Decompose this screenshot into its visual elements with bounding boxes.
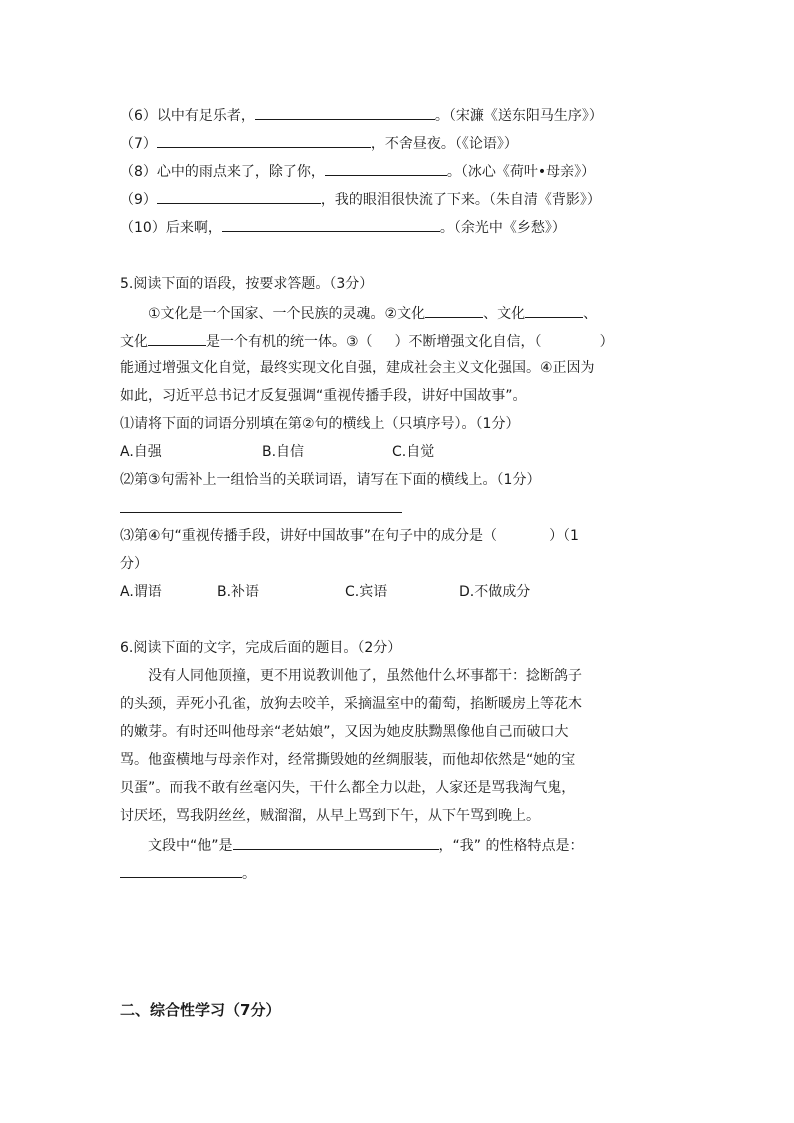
answer-blank[interactable] [325, 160, 447, 176]
q6-para-line-4: 骂。他蛮横地与母亲作对，经常撕毁她的丝绸服装，而他却依然是“她的宝 [120, 752, 576, 768]
q6-para-line-6: 讨厌坯，骂我阴丝丝，贼溜溜，从早上骂到下午，从下午骂到晚上。 [120, 808, 540, 824]
para-text: 、文化 [483, 306, 526, 322]
q6-answer-line [120, 862, 256, 882]
q5-sub1-options [120, 442, 434, 462]
answer-blank[interactable] [222, 216, 440, 232]
q5-para-line-2 [120, 330, 614, 350]
option-c[interactable]: C.宾语 [345, 584, 388, 600]
answer-blank[interactable] [425, 302, 483, 318]
recite-source: ，不舍昼夜。（《论语》） [370, 136, 518, 152]
recite-item-7 [120, 132, 518, 152]
recite-item-9 [120, 188, 601, 208]
recite-item-10 [120, 216, 566, 236]
para-text: ，“我” 的性格特点是： [438, 838, 584, 854]
answer-blank[interactable] [120, 862, 242, 878]
section-heading: 二、综合性学习（7分） [120, 1001, 281, 1019]
recite-source: 。（冰心《荷叶•母亲》） [446, 164, 596, 180]
recite-source: 。（余光中《乡愁》） [439, 220, 566, 236]
recite-text: （8）心中的雨点来了，除了你， [120, 164, 325, 180]
answer-blank[interactable] [233, 834, 439, 850]
option-a[interactable]: A.自强 [120, 444, 162, 460]
para-text: 。 [242, 866, 256, 882]
recite-text: （10）后来啊， [120, 220, 222, 236]
answer-blank[interactable] [157, 132, 371, 148]
recite-text: （7） [120, 136, 157, 152]
q5-para-line-4: 如此，习近平总书记才反复强调“重视传播手段，讲好中国故事”。 [120, 388, 527, 404]
q6-title: 6.阅读下面的文字，完成后面的题目。（2分） [120, 640, 402, 656]
para-text: ）（1 [549, 528, 579, 544]
option-b[interactable]: B.自信 [262, 444, 305, 460]
recite-text: （9） [120, 192, 157, 208]
q6-para-line-5: 贝蛋”。而我不敢有丝毫闪失，干什么都全力以赴，人家还是骂我淘气鬼， [120, 780, 576, 796]
answer-blank[interactable] [255, 104, 435, 120]
q6-para-line-2: 的头颈，弄死小孔雀，放狗去咬羊，采摘温室中的葡萄，掐断暖房上等花木 [120, 696, 582, 712]
q5-sub3-options [120, 582, 530, 602]
q6-para-line-1: 没有人同他顶撞，更不用说教训他了，虽然他什么坏事都干：捻断鸽子 [148, 668, 582, 684]
answer-blank[interactable] [148, 330, 206, 346]
recite-text: （6）以中有足乐者， [120, 108, 255, 124]
recite-source: ，我的眼泪很快流了下来。（朱自清《背影》） [320, 192, 601, 208]
answer-blank[interactable] [525, 302, 583, 318]
para-text: 是一个有机的统一体。③（ [206, 334, 373, 350]
option-a[interactable]: A.谓语 [120, 584, 162, 600]
q5-sub3-cont: 分） [120, 556, 148, 572]
option-d[interactable]: D.不做成分 [459, 584, 531, 600]
option-b[interactable]: B.补语 [217, 584, 260, 600]
answer-blank[interactable] [157, 188, 321, 204]
recite-source: 。（宋濂《送东阳马生序》） [434, 108, 603, 124]
para-text: ①文化是一个国家、一个民族的灵魂。②文化 [148, 306, 426, 322]
q5-sub2: ⑵第③句需补上一组恰当的关联词语，请写在下面的横线上。（1分） [120, 472, 541, 488]
recite-item-6 [120, 104, 603, 124]
option-c[interactable]: C.自觉 [392, 444, 435, 460]
para-text: ） [599, 334, 614, 350]
q6-para-line-3: 的嫩芽。有时还叫他母亲“老姑娘”，又因为她皮肤黝黑像他自己而破口大 [120, 724, 569, 740]
para-text: 文化 [120, 334, 148, 350]
q5-title: 5.阅读下面的语段，按要求答题。（3分） [120, 276, 374, 292]
q5-para-line-1 [120, 302, 597, 322]
para-text: ⑶第④句“重视传播手段，讲好中国故事”在句子中的成分是（ [120, 528, 498, 544]
q5-sub1: ⑴请将下面的词语分别填在第②句的横线上（只填序号）。（1分） [120, 416, 520, 432]
para-text: 文段中“他”是 [148, 838, 233, 854]
q5-sub2-answer-line[interactable] [120, 512, 402, 513]
para-text: ）不断增强文化自信，（ [394, 334, 542, 350]
recite-item-8 [120, 160, 595, 180]
q5-sub3 [120, 526, 579, 546]
q5-para-line-3: 能通过增强文化自觉，最终实现文化自强，建成社会主义文化强国。④正因为 [120, 360, 595, 376]
para-text: 、 [583, 306, 598, 322]
q6-question [120, 834, 583, 854]
